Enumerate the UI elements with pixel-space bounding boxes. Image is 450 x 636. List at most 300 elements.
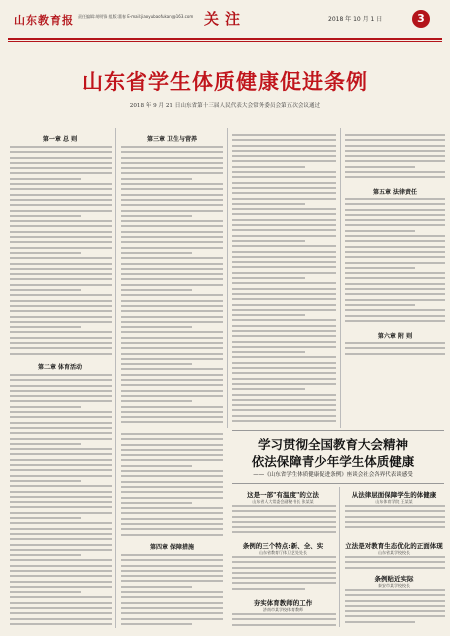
text-line <box>10 215 81 217</box>
text-line <box>10 432 112 434</box>
article-text-block <box>345 134 445 184</box>
text-line <box>232 213 336 215</box>
text-line <box>345 615 445 617</box>
article-text-block <box>345 198 445 330</box>
text-line <box>10 618 112 620</box>
text-line <box>121 390 223 392</box>
text-line <box>10 570 112 572</box>
text-line <box>345 621 415 623</box>
text-line <box>232 624 336 626</box>
text-line <box>232 399 336 401</box>
text-line <box>232 256 336 258</box>
text-line <box>232 409 336 411</box>
text-line <box>10 612 112 614</box>
text-line <box>232 356 336 358</box>
text-line <box>345 605 445 607</box>
text-line <box>121 586 192 588</box>
text-line <box>232 582 336 584</box>
text-line <box>10 157 112 159</box>
text-line <box>345 510 445 512</box>
text-line <box>10 353 112 355</box>
text-line <box>345 277 445 279</box>
text-line <box>232 266 336 268</box>
text-line <box>232 521 336 523</box>
text-line <box>10 496 112 498</box>
commentary-item-author: 山东省人大常委会副秘书长 张某某 <box>252 499 314 504</box>
text-line <box>10 374 112 376</box>
text-line <box>121 353 223 355</box>
text-line <box>10 300 112 302</box>
text-line <box>121 406 223 408</box>
text-line <box>121 559 223 561</box>
text-line <box>121 416 223 418</box>
text-line <box>121 257 223 259</box>
text-line <box>232 588 305 590</box>
article-text-block <box>10 146 112 360</box>
text-line <box>121 252 192 254</box>
text-line <box>232 261 336 263</box>
commentary-byline: ——《山东省学生体质健康促进条例》座谈会社会各界代表谈感受 <box>253 472 413 478</box>
text-line <box>10 559 112 561</box>
text-line <box>121 612 223 614</box>
text-line <box>121 486 223 488</box>
editor-meta: 责任编辑:胡明锋 组版:董春 E-mail:jiaoyubaofukan@163.com <box>78 14 194 19</box>
text-line <box>121 507 223 509</box>
article-text-block <box>121 146 223 428</box>
text-line <box>345 230 415 232</box>
text-line <box>10 225 112 227</box>
text-line <box>10 263 112 265</box>
text-line <box>10 231 112 233</box>
text-line <box>345 309 445 311</box>
text-line <box>121 199 223 201</box>
text-line <box>232 203 305 205</box>
text-line <box>10 284 112 286</box>
masthead <box>8 4 442 38</box>
text-line <box>232 319 336 321</box>
text-line <box>232 139 336 141</box>
text-line <box>232 251 336 253</box>
commentary-text <box>345 556 445 572</box>
text-line <box>232 224 336 226</box>
text-line <box>121 194 223 196</box>
page-number-badge: 3 <box>412 10 430 28</box>
text-line <box>10 512 112 514</box>
text-line <box>121 146 223 148</box>
text-line <box>10 416 112 418</box>
text-line <box>232 572 336 574</box>
text-line <box>121 623 192 625</box>
text-line <box>10 406 81 408</box>
text-line <box>345 134 445 136</box>
text-line <box>10 247 112 249</box>
text-line <box>10 422 112 424</box>
text-line <box>345 567 445 569</box>
text-line <box>345 176 445 178</box>
text-line <box>121 421 223 423</box>
commentary-item-title: 夯实体育教师的工作 <box>253 599 313 607</box>
text-line <box>121 523 223 525</box>
text-line <box>10 554 81 556</box>
commentary-title-line2: 依法保障青少年学生体质健康 <box>251 454 415 469</box>
header-rule <box>8 38 442 40</box>
article-text-block <box>121 433 223 539</box>
text-line <box>121 481 223 483</box>
commentary-item-title: 这是一部"有温度"的立法 <box>247 491 319 499</box>
text-line <box>10 602 112 604</box>
text-line <box>345 267 415 269</box>
text-line <box>232 577 336 579</box>
text-line <box>121 433 223 435</box>
text-line <box>345 203 445 205</box>
commentary-item-title: 从法律层面保障学生的体健康 <box>351 491 437 499</box>
text-line <box>232 362 336 364</box>
text-line <box>345 526 445 528</box>
text-line <box>232 394 336 396</box>
text-line <box>10 400 112 402</box>
text-line <box>10 533 112 535</box>
chapter-heading: 第四章 保障措施 <box>149 544 195 551</box>
text-line <box>10 623 112 625</box>
text-line <box>232 335 336 337</box>
article-text-block <box>232 134 336 428</box>
text-line <box>10 241 112 243</box>
text-line <box>232 166 305 168</box>
text-line <box>10 506 112 508</box>
text-line <box>10 337 112 339</box>
text-line <box>121 321 223 323</box>
text-line <box>345 304 415 306</box>
text-line <box>121 395 223 397</box>
text-line <box>10 289 81 291</box>
chapter-heading: 第二章 体育活动 <box>37 364 83 371</box>
text-line <box>121 337 223 339</box>
text-line <box>10 390 112 392</box>
text-line <box>121 347 223 349</box>
text-line <box>10 347 112 349</box>
text-line <box>121 188 223 190</box>
text-line <box>232 304 336 306</box>
text-line <box>232 182 336 184</box>
text-line <box>232 378 336 380</box>
text-line <box>10 438 112 440</box>
text-line <box>232 198 336 200</box>
text-line <box>232 372 336 374</box>
text-line <box>232 613 336 615</box>
text-line <box>121 554 223 556</box>
issue-date: 2018 年 10 月 1 日 <box>328 16 383 23</box>
commentary-item-author: 济南市某学校体育教师 <box>263 607 303 612</box>
text-line <box>345 251 445 253</box>
article-text-block <box>121 554 223 630</box>
text-line <box>121 316 223 318</box>
commentary-item-title: 立法是对教育生态优化的正面体现 <box>345 542 443 550</box>
text-line <box>345 561 445 563</box>
text-line <box>232 556 336 558</box>
text-line <box>121 465 192 467</box>
commentary-item-author: 山东省某学校校长 <box>378 550 410 555</box>
text-line <box>10 427 112 429</box>
text-line <box>232 309 336 311</box>
text-line <box>232 171 336 173</box>
column-divider <box>227 128 228 428</box>
text-line <box>232 145 336 147</box>
commentary-text <box>345 505 445 535</box>
text-line <box>10 517 81 519</box>
text-line <box>121 342 223 344</box>
text-line <box>232 282 336 284</box>
text-line <box>345 155 445 157</box>
text-line <box>121 162 223 164</box>
text-line <box>121 607 223 609</box>
text-line <box>10 194 112 196</box>
text-line <box>121 225 223 227</box>
newspaper-logo: 山东教育报 <box>14 14 74 27</box>
text-line <box>121 470 223 472</box>
text-line <box>10 199 112 201</box>
text-line <box>232 240 305 242</box>
chapter-heading: 第五章 法律责任 <box>372 189 418 196</box>
text-line <box>345 166 415 168</box>
text-line <box>232 293 336 295</box>
text-line <box>121 618 223 620</box>
chapter-heading: 第一章 总 则 <box>42 136 78 143</box>
text-line <box>121 263 223 265</box>
text-line <box>10 178 81 180</box>
text-line <box>10 443 81 445</box>
text-line <box>345 240 445 242</box>
text-line <box>121 289 192 291</box>
text-line <box>10 379 112 381</box>
text-line <box>121 278 223 280</box>
text-line <box>10 273 112 275</box>
text-line <box>345 246 445 248</box>
commentary-item-author: 山东体育学院 王某某 <box>375 499 413 504</box>
text-line <box>232 341 336 343</box>
text-line <box>121 172 223 174</box>
text-line <box>121 210 223 212</box>
text-line <box>121 534 223 536</box>
text-line <box>345 288 445 290</box>
text-line <box>10 310 112 312</box>
text-line <box>10 581 112 583</box>
text-line <box>10 453 112 455</box>
text-line <box>10 575 112 577</box>
text-line <box>345 283 445 285</box>
text-line <box>121 326 192 328</box>
text-line <box>345 219 445 221</box>
text-line <box>345 556 445 558</box>
text-line <box>232 325 336 327</box>
text-line <box>10 385 112 387</box>
commentary-item-title: 条例贴近实际 <box>374 575 414 583</box>
text-line <box>121 231 223 233</box>
text-line <box>121 411 223 413</box>
text-line <box>232 531 336 533</box>
chapter-heading: 第三章 卫生与营养 <box>146 136 198 143</box>
text-line <box>345 272 445 274</box>
text-line <box>232 229 336 231</box>
text-line <box>121 183 223 185</box>
headline: 山东省学生体质健康促进条例 <box>82 69 368 94</box>
text-line <box>345 342 445 344</box>
text-line <box>232 346 336 348</box>
text-line <box>10 459 112 461</box>
text-line <box>345 139 445 141</box>
text-line <box>345 145 445 147</box>
text-line <box>232 567 336 569</box>
text-line <box>232 176 336 178</box>
text-line <box>345 299 445 301</box>
text-line <box>10 257 112 259</box>
text-line <box>232 618 336 620</box>
text-line <box>10 501 112 503</box>
text-line <box>232 415 336 417</box>
text-line <box>345 198 445 200</box>
text-line <box>232 150 336 152</box>
text-line <box>10 326 81 328</box>
commentary-divider <box>232 430 444 431</box>
text-line <box>232 367 336 369</box>
text-line <box>10 549 112 551</box>
text-line <box>10 596 112 598</box>
text-line <box>121 310 223 312</box>
text-line <box>121 400 192 402</box>
text-line <box>232 208 336 210</box>
commentary-item-title: 条例的三个特点:新、全、实 <box>242 542 324 550</box>
text-line <box>121 459 223 461</box>
commentary-text <box>345 589 445 629</box>
text-line <box>232 351 305 353</box>
text-line <box>10 395 112 397</box>
text-line <box>232 298 336 300</box>
text-line <box>121 284 223 286</box>
text-line <box>232 561 336 563</box>
text-line <box>121 241 223 243</box>
commentary-title-line1: 学习贯彻全国教育大会精神 <box>257 437 408 452</box>
text-line <box>10 475 112 477</box>
text-line <box>10 278 112 280</box>
text-line <box>121 528 223 530</box>
text-line <box>10 236 112 238</box>
text-line <box>121 151 223 153</box>
subheadline: 2018 年 9 月 21 日山东省第十三届人民代表大会常务委员会第五次会议通过 <box>129 103 321 109</box>
text-line <box>345 214 445 216</box>
text-line <box>345 171 445 173</box>
text-line <box>232 219 336 221</box>
text-line <box>232 235 336 237</box>
text-line <box>121 602 223 604</box>
text-line <box>121 596 223 598</box>
text-line <box>232 330 336 332</box>
commentary-text <box>232 556 336 596</box>
text-line <box>121 475 223 477</box>
text-line <box>121 178 192 180</box>
text-line <box>232 404 336 406</box>
text-line <box>121 565 223 567</box>
text-line <box>10 528 112 530</box>
text-line <box>10 305 112 307</box>
text-line <box>10 321 112 323</box>
text-line <box>232 134 336 136</box>
text-line <box>10 448 112 450</box>
text-line <box>121 449 223 451</box>
text-line <box>345 353 445 355</box>
text-line <box>232 160 336 162</box>
text-line <box>121 580 223 582</box>
text-line <box>232 314 305 316</box>
text-line <box>121 570 223 572</box>
text-line <box>232 383 336 385</box>
text-line <box>121 157 223 159</box>
commentary-text <box>232 613 336 631</box>
text-line <box>10 591 81 593</box>
text-line <box>10 167 112 169</box>
text-line <box>10 268 112 270</box>
text-line <box>121 454 223 456</box>
text-line <box>232 516 336 518</box>
text-line <box>345 160 445 162</box>
text-line <box>345 594 445 596</box>
text-line <box>121 167 223 169</box>
text-line <box>121 379 223 381</box>
text-line <box>10 331 112 333</box>
text-line <box>10 544 112 546</box>
text-line <box>121 512 223 514</box>
text-line <box>10 220 112 222</box>
text-line <box>10 586 112 588</box>
text-line <box>10 204 112 206</box>
text-line <box>345 315 445 317</box>
text-line <box>10 480 81 482</box>
text-line <box>345 610 445 612</box>
text-line <box>232 192 336 194</box>
text-line <box>232 277 305 279</box>
text-line <box>121 268 223 270</box>
text-line <box>121 502 192 504</box>
header-rule-thin <box>8 41 442 42</box>
commentary-text <box>232 505 336 539</box>
text-line <box>232 420 336 422</box>
text-line <box>10 172 112 174</box>
text-line <box>121 273 223 275</box>
text-line <box>121 384 223 386</box>
text-line <box>121 247 223 249</box>
text-line <box>121 374 223 376</box>
text-line <box>121 305 223 307</box>
text-line <box>121 294 223 296</box>
article-text-block <box>10 374 112 630</box>
text-line <box>345 521 445 523</box>
text-line <box>345 505 445 507</box>
column-divider <box>340 128 341 428</box>
column-divider <box>339 487 340 627</box>
text-line <box>345 600 445 602</box>
text-line <box>10 146 112 148</box>
text-line <box>232 388 305 390</box>
text-line <box>10 607 112 609</box>
text-line <box>345 320 445 322</box>
text-line <box>345 262 445 264</box>
text-line <box>345 347 445 349</box>
text-line <box>10 252 81 254</box>
text-line <box>121 368 223 370</box>
text-line <box>10 183 112 185</box>
article-text-block <box>345 342 445 360</box>
text-line <box>121 497 223 499</box>
text-line <box>10 188 112 190</box>
text-line <box>121 215 192 217</box>
